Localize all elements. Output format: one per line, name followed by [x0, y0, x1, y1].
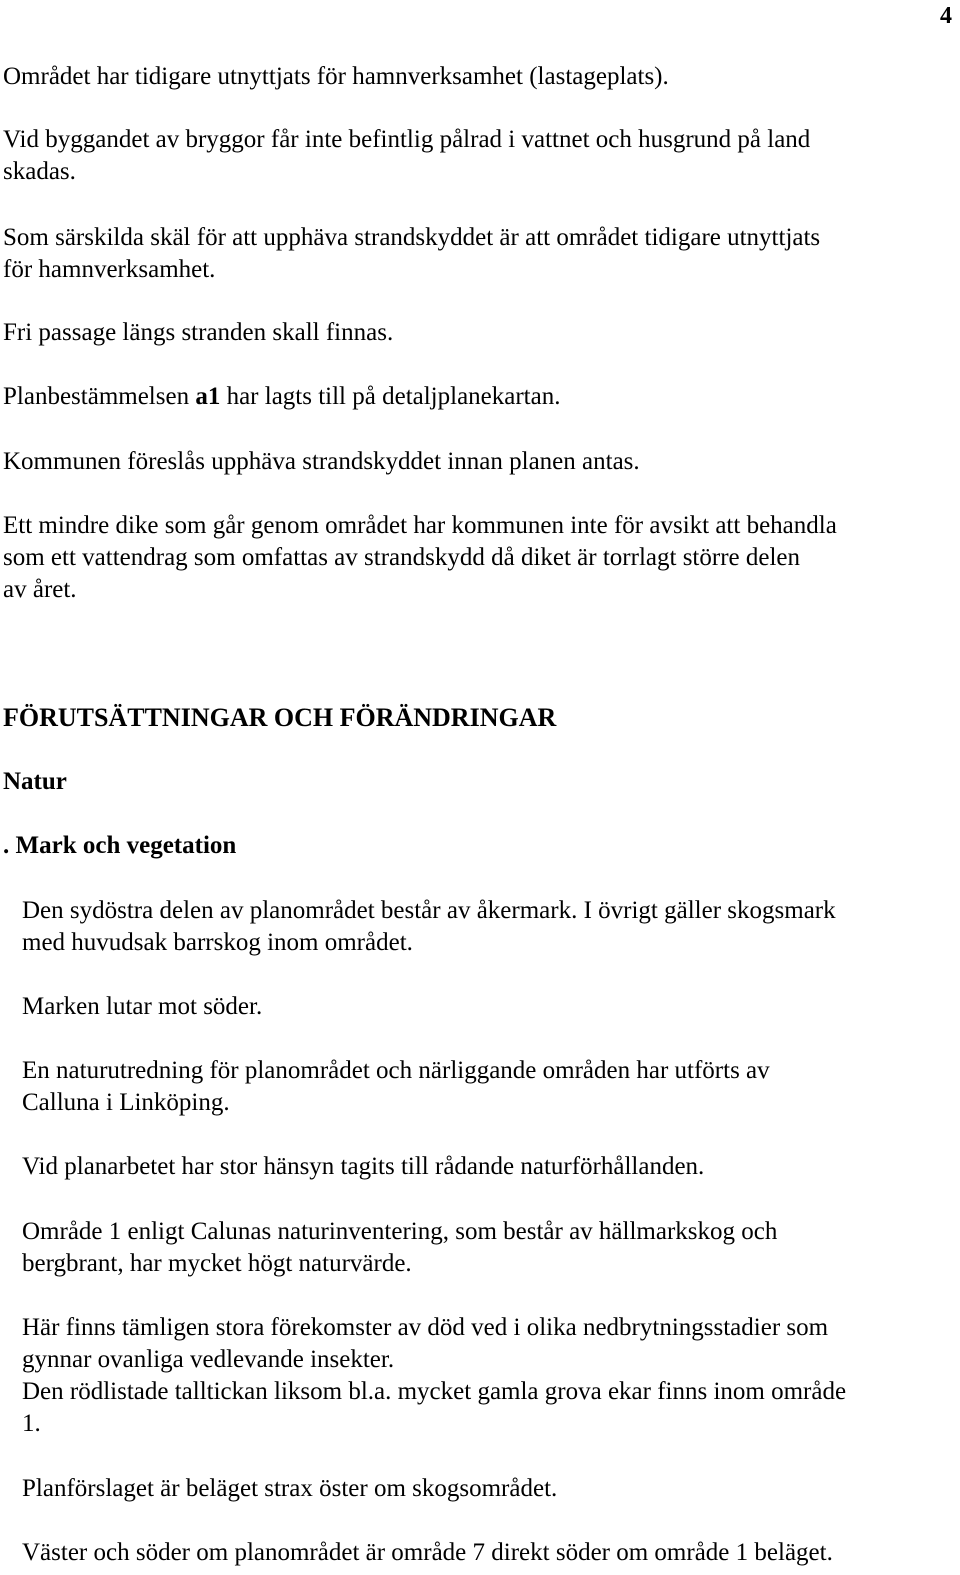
natur-paragraph-6-line-1: Här finns tämligen stora förekomster av död ved i olika nedbrytningsstadier som	[22, 1314, 829, 1341]
intro-paragraph-3-line-2: för hamnverksamhet.	[3, 256, 216, 283]
natur-paragraph-1-line-1: Den sydöstra delen av planområdet består av åkermark. I övrigt gäller skogsmark	[22, 897, 836, 924]
natur-paragraph-6-line-3: Den rödlistade talltickan liksom bl.a. mycket gamla grova ekar finns inom område	[22, 1378, 847, 1405]
intro-paragraph-5-pre: Planbestämmelsen	[3, 383, 196, 410]
intro-paragraph-1: Området har tidigare utnyttjats för hamnverksamhet (lastageplats).	[3, 63, 669, 90]
intro-paragraph-5	[3, 381, 560, 413]
intro-paragraph-3-line-1: Som särskilda skäl för att upphäva strandskyddet är att området tidigare utnyttjats	[3, 224, 821, 251]
intro-paragraph-4: Fri passage längs stranden skall finnas.	[3, 319, 394, 346]
intro-paragraph-7-line-2: som ett vattendrag som omfattas av strandskydd då diket är torrlagt större delen	[3, 544, 800, 571]
page-number: 4	[940, 3, 952, 29]
natur-paragraph-6-line-2: gynnar ovanliga vedlevande insekter.	[22, 1346, 395, 1373]
natur-paragraph-5-line-1: Område 1 enligt Calunas naturinventering, som består av hällmarkskog och	[22, 1218, 778, 1245]
natur-paragraph-5-line-2: bergbrant, har mycket högt naturvärde.	[22, 1250, 412, 1277]
natur-paragraph-4: Vid planarbetet har stor hänsyn tagits till rådande naturförhållanden.	[22, 1153, 705, 1180]
natur-paragraph-7: Planförslaget är beläget strax öster om skogsområdet.	[22, 1475, 558, 1502]
natur-paragraph-3-line-2: Calluna i Linköping.	[22, 1089, 230, 1116]
natur-paragraph-1-line-2: med huvudsak barrskog inom området.	[22, 929, 413, 956]
natur-paragraph-2: Marken lutar mot söder.	[22, 993, 263, 1020]
natur-paragraph-8: Väster och söder om planområdet är område 7 direkt söder om område 1 beläget.	[22, 1539, 833, 1566]
plan-code-a1: a1	[195, 383, 221, 410]
subheading-natur: Natur	[3, 768, 67, 795]
intro-paragraph-7-line-1: Ett mindre dike som går genom området har kommunen inte för avsikt att behandla	[3, 512, 837, 539]
intro-paragraph-7-line-3: av året.	[3, 576, 77, 603]
intro-paragraph-5-post: har lagts till på detaljplanekartan.	[220, 383, 561, 410]
intro-paragraph-2-line-1: Vid byggandet av bryggor får inte befintlig pålrad i vattnet och husgrund på land	[3, 126, 811, 153]
natur-paragraph-3-line-1: En naturutredning för planområdet och närliggande områden har utförts av	[22, 1057, 770, 1084]
intro-paragraph-6: Kommunen föreslås upphäva strandskyddet innan planen antas.	[3, 448, 640, 475]
subsubheading-mark-och-vegetation: . Mark och vegetation	[3, 832, 237, 859]
intro-paragraph-2-line-2: skadas.	[3, 158, 76, 185]
natur-paragraph-6-line-4: 1.	[22, 1410, 41, 1437]
section-heading: FÖRUTSÄTTNINGAR OCH FÖRÄNDRINGAR	[3, 703, 557, 732]
